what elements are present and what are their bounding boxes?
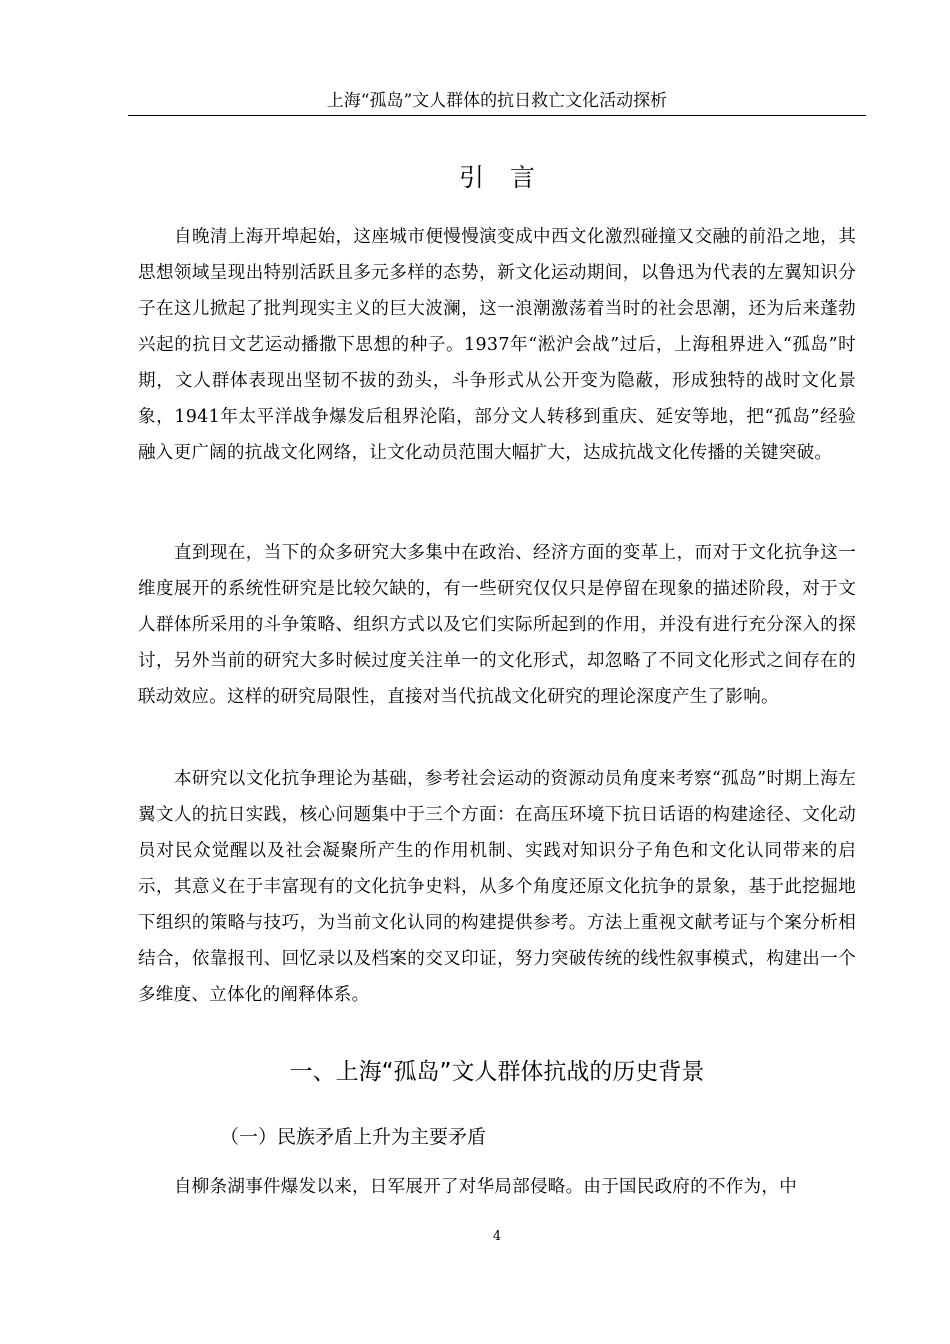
subsection-heading: （一）民族矛盾上升为主要矛盾 xyxy=(220,1126,487,1148)
intro-paragraph-1: 自晚清上海开埠起始，这座城市便慢慢演变成中西文化激烈碰撞又交融的前沿之地，其思想领域呈现出特别活跃且多元多样的态势，新文化运动期间，以鲁迅为代表的左翼知识分子在这儿掀起了批判现实主义的巨大波澜，这一浪潮激荡着当时的社会思潮，还为后来蓬勃兴起的抗日文艺运动播撒下思想的种子。1937年“淞沪会战”过后，上海租界进入“孤岛”时期，文人群体表现出坚韧不拔的劲头，斗争形式从公开变为隐蔽，形成独特的战时文化景象，1941年太平洋战争爆发后租界沦陷，部分文人转移到重庆、延安等地，把“孤岛”经验融入更广阔的抗战文化网络，让文化动员范围大幅扩大，达成抗战文化传播的关键突破。 xyxy=(138,227,856,463)
intro-title: 引言 xyxy=(458,163,561,192)
page-number: 4 xyxy=(492,1229,502,1244)
intro-paragraph-2: 直到现在，当下的众多研究大多集中在政治、经济方面的变革上，而对于文化抗争这一维度展开的系统性研究是比较欠缺的，有一些研究仅仅只是停留在现象的描述阶段，对于文人群体所采用的斗争策略、组织方式以及它们实际所起到的作用，并没有进行充分深入的探讨，另外当前的研究大多时候过度关注单一的文化形式，却忽略了不同文化形式之间存在的联动效应。这样的研究局限性，直接对当代抗战文化研究的理论深度产生了影响。 xyxy=(138,543,856,707)
chapter-paragraph-1: 自柳条湖事件爆发以来，日军展开了对华局部侵略。由于国民政府的不作为，中 xyxy=(174,1177,797,1197)
header-divider xyxy=(128,115,866,116)
running-header-title: 上海“孤岛”文人群体的抗日救亡文化活动探析 xyxy=(326,91,668,111)
intro-paragraph-3: 本研究以文化抗争理论为基础，参考社会运动的资源动员角度来考察“孤岛”时期上海左翼文人的抗日实践，核心问题集中于三个方面：在高压环境下抗日话语的构建途径、文化动员对民众觉醒以及社会凝聚所产生的作用机制、实践对知识分子角色和文化认同带来的启示，其意义在于丰富现有的文化抗争史料，从多个角度还原文化抗争的景象，基于此挖掘地下组织的策略与技巧，为当前文化认同的构建提供参考。方法上重视文献考证与个案分析相结合，依靠报刊、回忆录以及档案的交叉印证，努力突破传统的线性叙事模式，构建出一个多维度、立体化的阐释体系。 xyxy=(138,769,856,1005)
chapter-heading: 一、上海“孤岛”文人群体抗战的历史背景 xyxy=(289,1059,705,1085)
